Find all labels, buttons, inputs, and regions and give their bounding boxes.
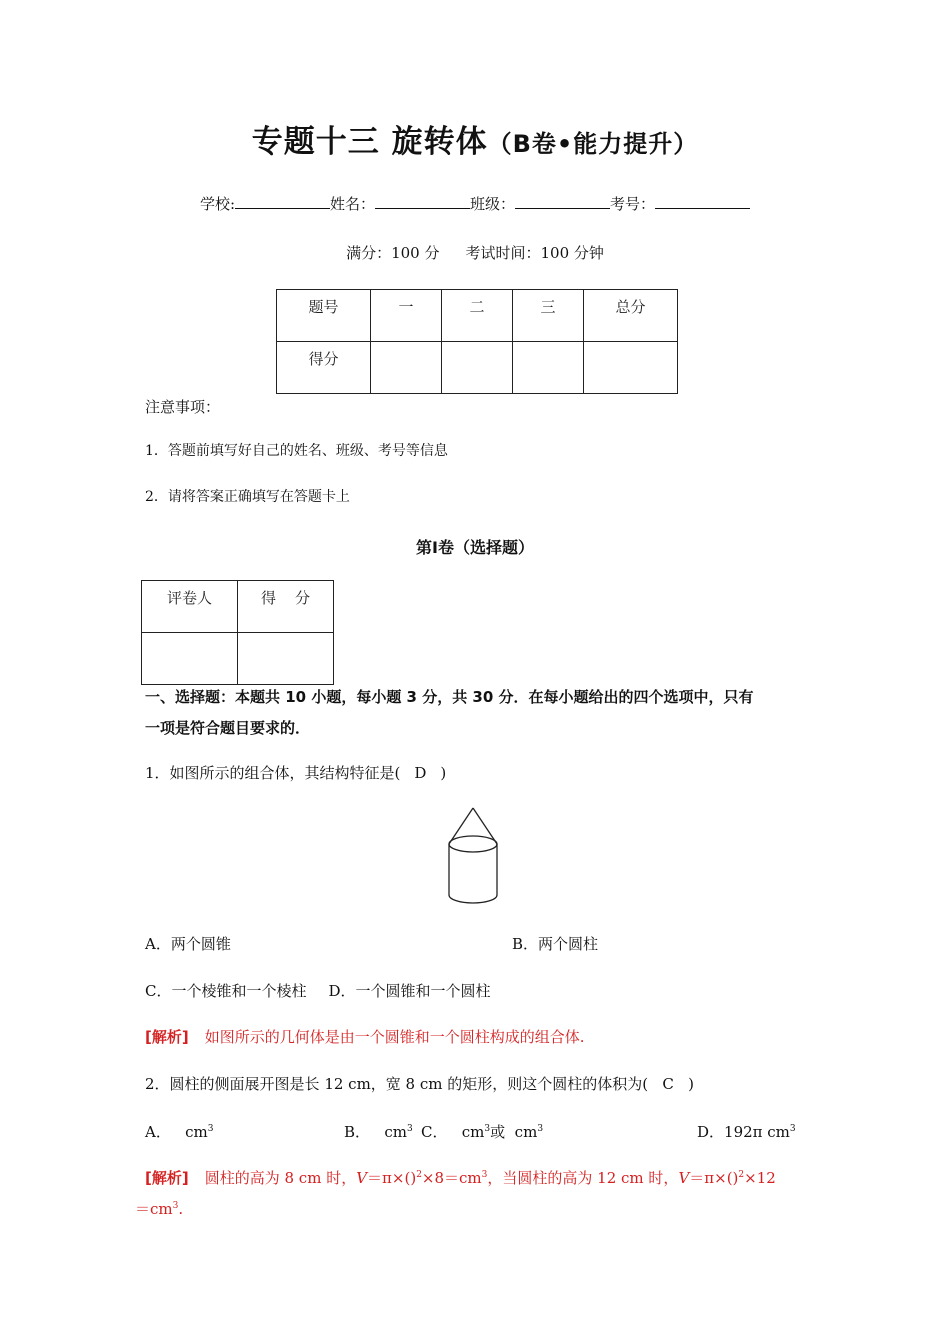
reviewer-header-cell: 评卷人	[142, 581, 238, 633]
score-info-line	[0, 242, 950, 263]
q1-close: )	[440, 764, 447, 782]
q1-option-b[interactable]: B．两个圆柱	[512, 935, 599, 953]
q2-analysis-label: [解析]	[145, 1169, 189, 1187]
q1-options-cd	[145, 980, 491, 1001]
q2-analysis-part: ×12	[744, 1169, 776, 1187]
section-title: 第Ⅰ卷（选择题）	[416, 538, 534, 557]
q2-option-c-text: C． cm	[421, 1123, 485, 1141]
class-blank[interactable]	[515, 194, 610, 209]
q2-option-a-text: A． cm	[145, 1123, 208, 1141]
score-table-score-row	[277, 342, 678, 394]
score-cell[interactable]	[442, 342, 513, 394]
cylinder-top-ellipse	[449, 836, 497, 852]
reviewer-cell[interactable]	[238, 633, 334, 685]
q2-analysis-part: ＝π×()	[689, 1169, 739, 1187]
reviewer-cell[interactable]	[142, 633, 238, 685]
q2-option-b[interactable]	[344, 1121, 413, 1142]
title-sub: （B卷•能力提升）	[487, 130, 699, 158]
full-marks: 满分：100 分	[346, 244, 440, 262]
school-blank[interactable]	[235, 194, 330, 209]
superscript-3: 3	[789, 1124, 796, 1134]
q2-analysis-part: .	[178, 1200, 184, 1218]
superscript-3: 3	[406, 1124, 413, 1134]
note-item: 2．请将答案正确填写在答题卡上	[145, 489, 350, 505]
superscript-3: 3	[537, 1124, 544, 1134]
q1-stem-text: 1．如图所示的组合体，其结构特征是(	[145, 764, 401, 782]
score-table-header-cell: 总分	[584, 290, 678, 342]
page-title	[0, 116, 950, 161]
q2-option-d-text: D．192π cm	[697, 1123, 790, 1141]
q2-analysis-part: ＝cm	[135, 1200, 173, 1218]
score-row-label: 得分	[277, 342, 371, 394]
score-table-header-cell: 二	[442, 290, 513, 342]
number-label: 考号：	[610, 195, 656, 213]
q2-analysis-var: V	[356, 1169, 368, 1187]
q2-analysis-part: ＝π×()	[367, 1169, 417, 1187]
student-info-line	[0, 193, 950, 214]
q2-analysis-part: ×8＝cm	[421, 1169, 482, 1187]
q1-option-c[interactable]: C．一个棱锥和一个棱柱	[145, 982, 307, 1000]
reviewer-table-row	[142, 633, 334, 685]
exam-time: 考试时间：100 分钟	[465, 244, 604, 262]
q1-analysis	[145, 1026, 585, 1047]
number-blank[interactable]	[655, 194, 750, 209]
class-label: 班级：	[470, 195, 516, 213]
q2-analysis-var: V	[678, 1169, 690, 1187]
q2-stem-text: 2．圆柱的侧面展开图是长 12 cm，宽 8 cm 的矩形，则这个圆柱的体积为(	[145, 1075, 649, 1093]
q2-analysis-line2	[135, 1198, 183, 1219]
q1-option-a[interactable]: A．两个圆锥	[145, 935, 231, 953]
q2-analysis-part: 圆柱的高为 8 cm 时，	[204, 1169, 357, 1187]
q2-analysis-part: ，当圆柱的高为 12 cm 时，	[487, 1169, 679, 1187]
title-main: 专题十三 旋转体	[251, 124, 488, 160]
score-table-header-cell: 三	[513, 290, 584, 342]
q2-option-b-text: B． cm	[344, 1123, 407, 1141]
score-table-header-cell: 题号	[277, 290, 371, 342]
reviewer-header-cell: 得 分	[238, 581, 334, 633]
reviewer-table-header-row	[142, 581, 334, 633]
q1-option-d[interactable]: D．一个圆锥和一个圆柱	[328, 982, 491, 1000]
score-cell[interactable]	[584, 342, 678, 394]
q1-stem	[145, 762, 446, 783]
score-cell[interactable]	[513, 342, 584, 394]
reviewer-table	[141, 580, 334, 685]
superscript-3: 3	[481, 1170, 488, 1180]
q2-analysis-text	[205, 1169, 776, 1187]
q1-analysis-text: 如图所示的几何体是由一个圆锥和一个圆柱构成的组合体.	[204, 1028, 585, 1046]
q2-option-c[interactable]	[421, 1121, 543, 1142]
part1-instructions-line2: 一项是符合题目要求的．	[145, 719, 311, 737]
superscript-3: 3	[172, 1201, 179, 1211]
notes-heading: 注意事项：	[145, 398, 221, 416]
q2-analysis	[145, 1167, 776, 1188]
superscript-3: 3	[484, 1124, 491, 1134]
q2-close: )	[688, 1075, 694, 1093]
q2-option-a[interactable]	[145, 1121, 214, 1142]
q2-answer: C	[662, 1075, 674, 1093]
score-cell[interactable]	[371, 342, 442, 394]
cone-cylinder-figure	[440, 805, 510, 905]
name-label: 姓名：	[330, 195, 376, 213]
score-table	[276, 289, 678, 394]
score-table-header-row	[277, 290, 678, 342]
superscript-3: 3	[207, 1124, 214, 1134]
superscript-2: 2	[738, 1170, 745, 1180]
cone-right-edge	[473, 808, 497, 844]
score-table-header-cell: 一	[371, 290, 442, 342]
name-blank[interactable]	[375, 194, 470, 209]
q2-option-c2-text: 或 cm	[490, 1123, 538, 1141]
superscript-2: 2	[416, 1170, 422, 1180]
part1-instructions-line1: 一、选择题：本题共 10 小题，每小题 3 分，共 30 分．在每小题给出的四个选项中，只有	[145, 688, 754, 706]
q1-answer: D	[414, 764, 427, 782]
q2-option-d[interactable]	[697, 1121, 796, 1142]
q2-stem	[145, 1073, 694, 1094]
cylinder-bottom-arc	[449, 895, 497, 903]
q1-analysis-label: [解析]	[145, 1028, 189, 1046]
school-label: 学校:	[199, 195, 235, 213]
cone-left-edge	[449, 808, 473, 844]
note-item: 1．答题前填写好自己的姓名、班级、考号等信息	[145, 443, 448, 459]
